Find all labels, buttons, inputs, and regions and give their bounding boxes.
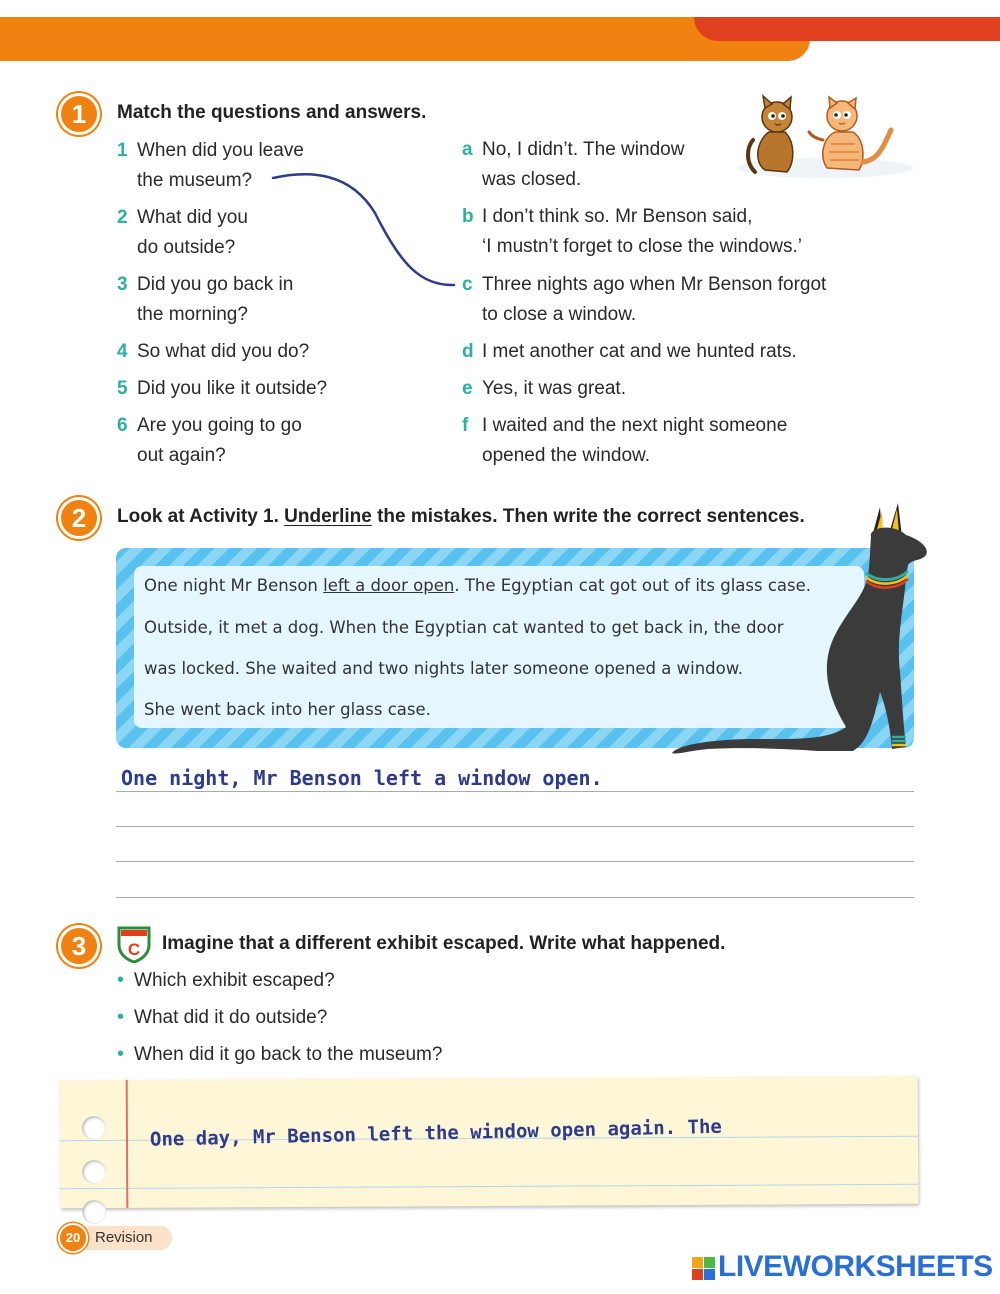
activity-1-number: 1 bbox=[58, 93, 100, 135]
prompt-text: When did it go back to the museum? bbox=[134, 1044, 443, 1065]
answer-text: to close a window. bbox=[482, 304, 637, 325]
answer-text: I met another cat and we hunted rats. bbox=[482, 341, 797, 362]
underline-keyword: Underline bbox=[284, 506, 372, 527]
question-number: 1 bbox=[117, 140, 128, 161]
answer-item bbox=[462, 202, 802, 262]
question-text: the morning? bbox=[137, 304, 248, 325]
question-text: When did you leave bbox=[137, 140, 304, 161]
writing-line-4[interactable] bbox=[116, 897, 914, 898]
question-number: 6 bbox=[117, 415, 128, 436]
question-text: do outside? bbox=[137, 237, 236, 258]
prompt-bullet bbox=[117, 969, 335, 992]
prompt-text: What did it do outside? bbox=[134, 1007, 328, 1028]
answer-item bbox=[462, 337, 797, 367]
bullet-dot-icon: • bbox=[117, 969, 125, 991]
story-text-segment: One night Mr Benson bbox=[144, 576, 324, 595]
answer-text: was closed. bbox=[482, 169, 582, 190]
question-text: Are you going to go bbox=[137, 415, 302, 436]
answer-letter: c bbox=[462, 274, 473, 295]
answer-item bbox=[462, 135, 684, 195]
section-label: Revision bbox=[95, 1229, 153, 1246]
underlined-mistake[interactable]: left a door open bbox=[323, 576, 455, 595]
writing-line-2[interactable] bbox=[116, 826, 914, 827]
answer-text: ‘I mustn’t forget to close the windows.’ bbox=[482, 236, 802, 257]
answer-letter: b bbox=[462, 206, 474, 227]
page-number: 20 bbox=[58, 1223, 88, 1253]
answer-text: No, I didn’t. The window bbox=[482, 139, 685, 160]
question-text: So what did you do? bbox=[137, 341, 310, 362]
question-item bbox=[117, 337, 309, 367]
activity-3-number: 3 bbox=[58, 925, 100, 967]
story-line bbox=[144, 700, 431, 719]
question-text: What did you bbox=[137, 207, 248, 228]
question-number: 4 bbox=[117, 341, 128, 362]
question-item bbox=[117, 270, 293, 330]
prompt-bullet bbox=[117, 1006, 327, 1029]
writing-line-3[interactable] bbox=[116, 861, 914, 862]
matching-line[interactable] bbox=[270, 168, 460, 293]
question-item bbox=[117, 374, 327, 404]
notepad-hole bbox=[82, 1160, 106, 1184]
question-text: Did you like it outside? bbox=[137, 378, 328, 399]
answer-item bbox=[462, 411, 787, 471]
activity-2-number: 2 bbox=[58, 497, 100, 539]
answer-letter: d bbox=[462, 341, 474, 362]
activity-3-title: Imagine that a different exhibit escaped. Write what happened. bbox=[162, 933, 726, 954]
story-text-segment: was locked. She waited and two nights later someone opened a window. bbox=[144, 659, 743, 678]
bullet-dot-icon: • bbox=[117, 1006, 125, 1028]
answer-letter: a bbox=[462, 139, 473, 160]
story-line bbox=[144, 659, 743, 678]
bullet-dot-icon: • bbox=[117, 1043, 125, 1065]
writing-line-1[interactable] bbox=[116, 791, 914, 792]
notepad-hole bbox=[82, 1200, 106, 1224]
notepad-hole bbox=[82, 1116, 106, 1140]
activity-2-answer[interactable]: One night, Mr Benson left a window open. bbox=[121, 766, 603, 790]
question-text: Did you go back in bbox=[137, 274, 294, 295]
question-number: 2 bbox=[117, 207, 128, 228]
egyptian-cat-illustration bbox=[668, 497, 930, 759]
question-text: the museum? bbox=[137, 170, 253, 191]
notepad bbox=[60, 1076, 919, 1208]
question-number: 5 bbox=[117, 378, 128, 399]
shield-c-icon bbox=[116, 925, 152, 963]
answer-letter: e bbox=[462, 378, 473, 399]
shield-c-letter: C bbox=[127, 940, 141, 959]
prompt-text: Which exhibit escaped? bbox=[134, 970, 335, 991]
answer-letter: f bbox=[462, 415, 469, 436]
story-text-segment: . The Egyptian cat got out of its glass case. bbox=[454, 576, 812, 595]
answer-item bbox=[462, 270, 826, 330]
answer-text: Yes, it was great. bbox=[482, 378, 626, 399]
prompt-bullet bbox=[117, 1043, 442, 1066]
answer-text: I don’t think so. Mr Benson said, bbox=[482, 206, 753, 227]
question-item bbox=[117, 411, 302, 471]
answer-item bbox=[462, 374, 626, 404]
answer-text: opened the window. bbox=[482, 445, 650, 466]
question-item bbox=[117, 203, 248, 263]
activity-2-title: Look at Activity 1. Underline the mistakes. Then write the correct sentences. bbox=[117, 506, 805, 527]
answer-text: I waited and the next night someone bbox=[482, 415, 788, 436]
question-number: 3 bbox=[117, 274, 128, 295]
story-text-segment: Outside, it met a dog. When the Egyptian cat wanted to get back in, the door bbox=[144, 618, 784, 637]
story-text-segment: She went back into her glass case. bbox=[144, 700, 431, 719]
answer-text: Three nights ago when Mr Benson forgot bbox=[482, 274, 827, 295]
liveworksheets-icon bbox=[692, 1257, 716, 1281]
two-cats-illustration bbox=[735, 92, 915, 184]
header-bar bbox=[0, 17, 810, 61]
activity-3-answer[interactable]: One day, Mr Benson left the window open again. The bbox=[149, 1115, 723, 1151]
activity-1-title: Match the questions and answers. bbox=[117, 102, 427, 123]
question-text: out again? bbox=[137, 445, 226, 466]
liveworksheets-wordmark: LIVEWORKSHEETS bbox=[718, 1250, 993, 1283]
header-accent-bar bbox=[694, 17, 1000, 41]
